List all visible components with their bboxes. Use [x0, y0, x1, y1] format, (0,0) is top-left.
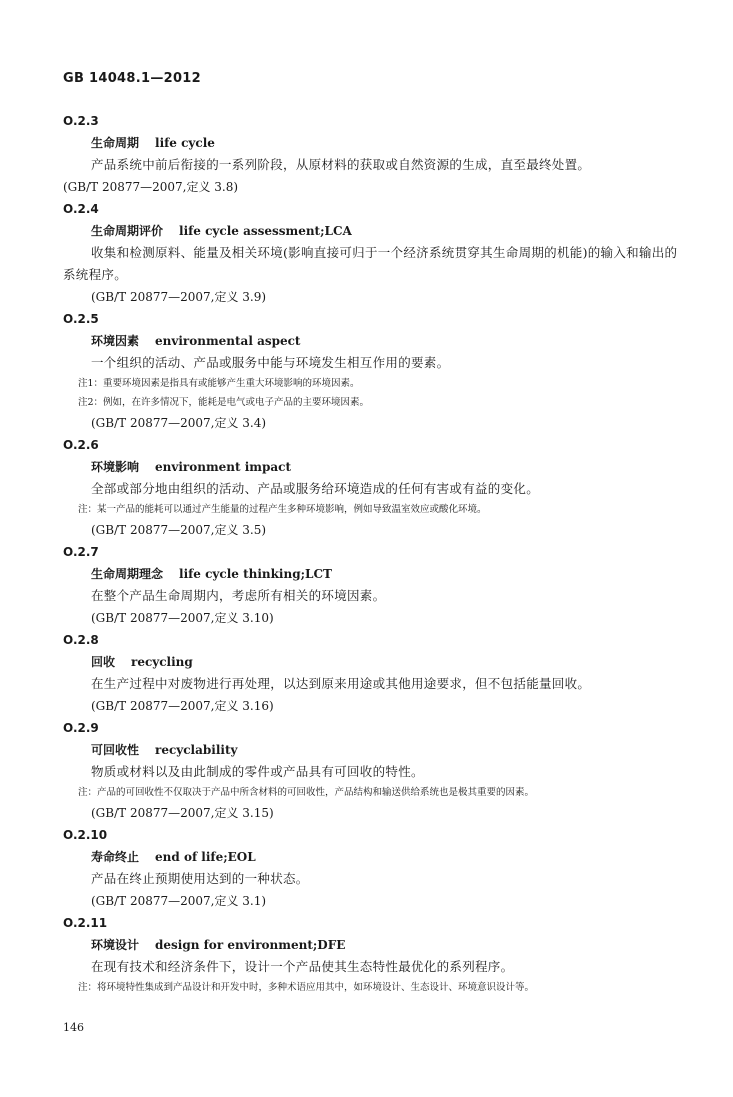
source-reference: (GB/T 20877—2007,定义 3.8): [63, 180, 239, 194]
term-english: environmental aspect: [155, 334, 301, 348]
clause-number: O.2.10: [63, 828, 108, 842]
term-chinese: 寿命终止: [91, 850, 140, 864]
entry-o-2-9: [0, 717, 733, 824]
document-code: GB 14048.1—2012: [63, 71, 201, 86]
term-english: end of life;EOL: [155, 850, 256, 864]
definition: 收集和检测原料、能量及相关环境(影响直接可归于一个经济系统贯穿其生命周期的机能)的输入和输出的系统程序。: [63, 245, 678, 282]
term-english: recyclability: [155, 743, 238, 757]
entry-o-2-6: [0, 434, 733, 541]
entry-o-2-4: [0, 198, 733, 308]
definition: 一个组织的活动、产品或服务中能与环境发生相互作用的要素。: [91, 355, 450, 370]
definition: 在整个产品生命周期内，考虑所有相关的环境因素。: [91, 588, 386, 603]
term-english: life cycle thinking;LCT: [179, 567, 332, 581]
note: 注：将环境特性集成到产品设计和开发中时，多种术语应用其中，如环境设计、生态设计、环境意识设计等。: [78, 982, 535, 993]
term-line: [0, 456, 733, 478]
term-chinese: 环境影响: [91, 460, 140, 474]
entry-o-2-10: [0, 824, 733, 912]
term-line: [0, 132, 733, 154]
definition: 物质或材料以及由此制成的零件或产品具有可回收的特性。: [91, 764, 424, 779]
page-number: 146: [63, 1021, 84, 1034]
source-reference: (GB/T 20877—2007,定义 3.15): [91, 806, 274, 820]
source-reference: (GB/T 20877—2007,定义 3.5): [91, 523, 267, 537]
clause-number: O.2.8: [63, 633, 99, 647]
clause-number: O.2.5: [63, 312, 99, 326]
note: 注：某一产品的能耗可以通过产生能量的过程产生多种环境影响，例如导致温室效应或酸化环境。: [78, 504, 487, 515]
term-chinese: 生命周期理念: [91, 567, 164, 581]
clause-number: O.2.6: [63, 438, 99, 452]
term-chinese: 生命周期: [91, 136, 140, 150]
source-reference: (GB/T 20877—2007,定义 3.4): [91, 416, 267, 430]
definition: 在生产过程中对废物进行再处理，以达到原来用途或其他用途要求，但不包括能量回收。: [91, 676, 591, 691]
term-line: [0, 330, 733, 352]
term-line: [0, 563, 733, 585]
source-reference: (GB/T 20877—2007,定义 3.16): [91, 699, 274, 713]
term-chinese: 环境因素: [91, 334, 140, 348]
term-entries: [0, 110, 733, 997]
definition: 产品系统中前后衔接的一系列阶段，从原材料的获取或自然资源的生成，直至最终处置。: [91, 157, 591, 172]
term-line: [0, 220, 733, 242]
source-reference: (GB/T 20877—2007,定义 3.10): [91, 611, 274, 625]
clause-number: O.2.3: [63, 114, 99, 128]
term-english: environment impact: [155, 460, 292, 474]
term-english: life cycle: [155, 136, 215, 150]
term-line: [0, 934, 733, 956]
definition: 在现有技术和经济条件下，设计一个产品使其生态特性最优化的系列程序。: [91, 959, 514, 974]
definition: 产品在终止预期使用达到的一种状态。: [91, 871, 309, 886]
source-reference: (GB/T 20877—2007,定义 3.1): [91, 894, 267, 908]
note: 注1：重要环境因素是指具有或能够产生重大环境影响的环境因素。: [78, 378, 360, 389]
term-english: recycling: [131, 655, 193, 669]
clause-number: O.2.4: [63, 202, 99, 216]
term-chinese: 生命周期评价: [91, 224, 164, 238]
term-english: design for environment;DFE: [155, 938, 346, 952]
clause-number: O.2.9: [63, 721, 99, 735]
term-line: [0, 846, 733, 868]
entry-o-2-7: [0, 541, 733, 629]
clause-number: O.2.7: [63, 545, 99, 559]
entry-o-2-11: [0, 912, 733, 997]
term-chinese: 环境设计: [91, 938, 140, 952]
entry-o-2-3: [0, 110, 733, 198]
clause-number: O.2.11: [63, 916, 108, 930]
term-chinese: 可回收性: [91, 743, 140, 757]
definition: 全部或部分地由组织的活动、产品或服务给环境造成的任何有害或有益的变化。: [91, 481, 540, 496]
note: 注：产品的可回收性不仅取决于产品中所含材料的可回收性，产品结构和输送供给系统也是极其重要的因素。: [78, 787, 535, 798]
source-reference: (GB/T 20877—2007,定义 3.9): [91, 290, 267, 304]
term-chinese: 回收: [91, 655, 116, 669]
term-english: life cycle assessment;LCA: [179, 224, 352, 238]
term-line: [0, 739, 733, 761]
note: 注2：例如，在许多情况下，能耗是电气或电子产品的主要环境因素。: [78, 397, 370, 408]
entry-o-2-8: [0, 629, 733, 717]
entry-o-2-5: [0, 308, 733, 434]
term-line: [0, 651, 733, 673]
